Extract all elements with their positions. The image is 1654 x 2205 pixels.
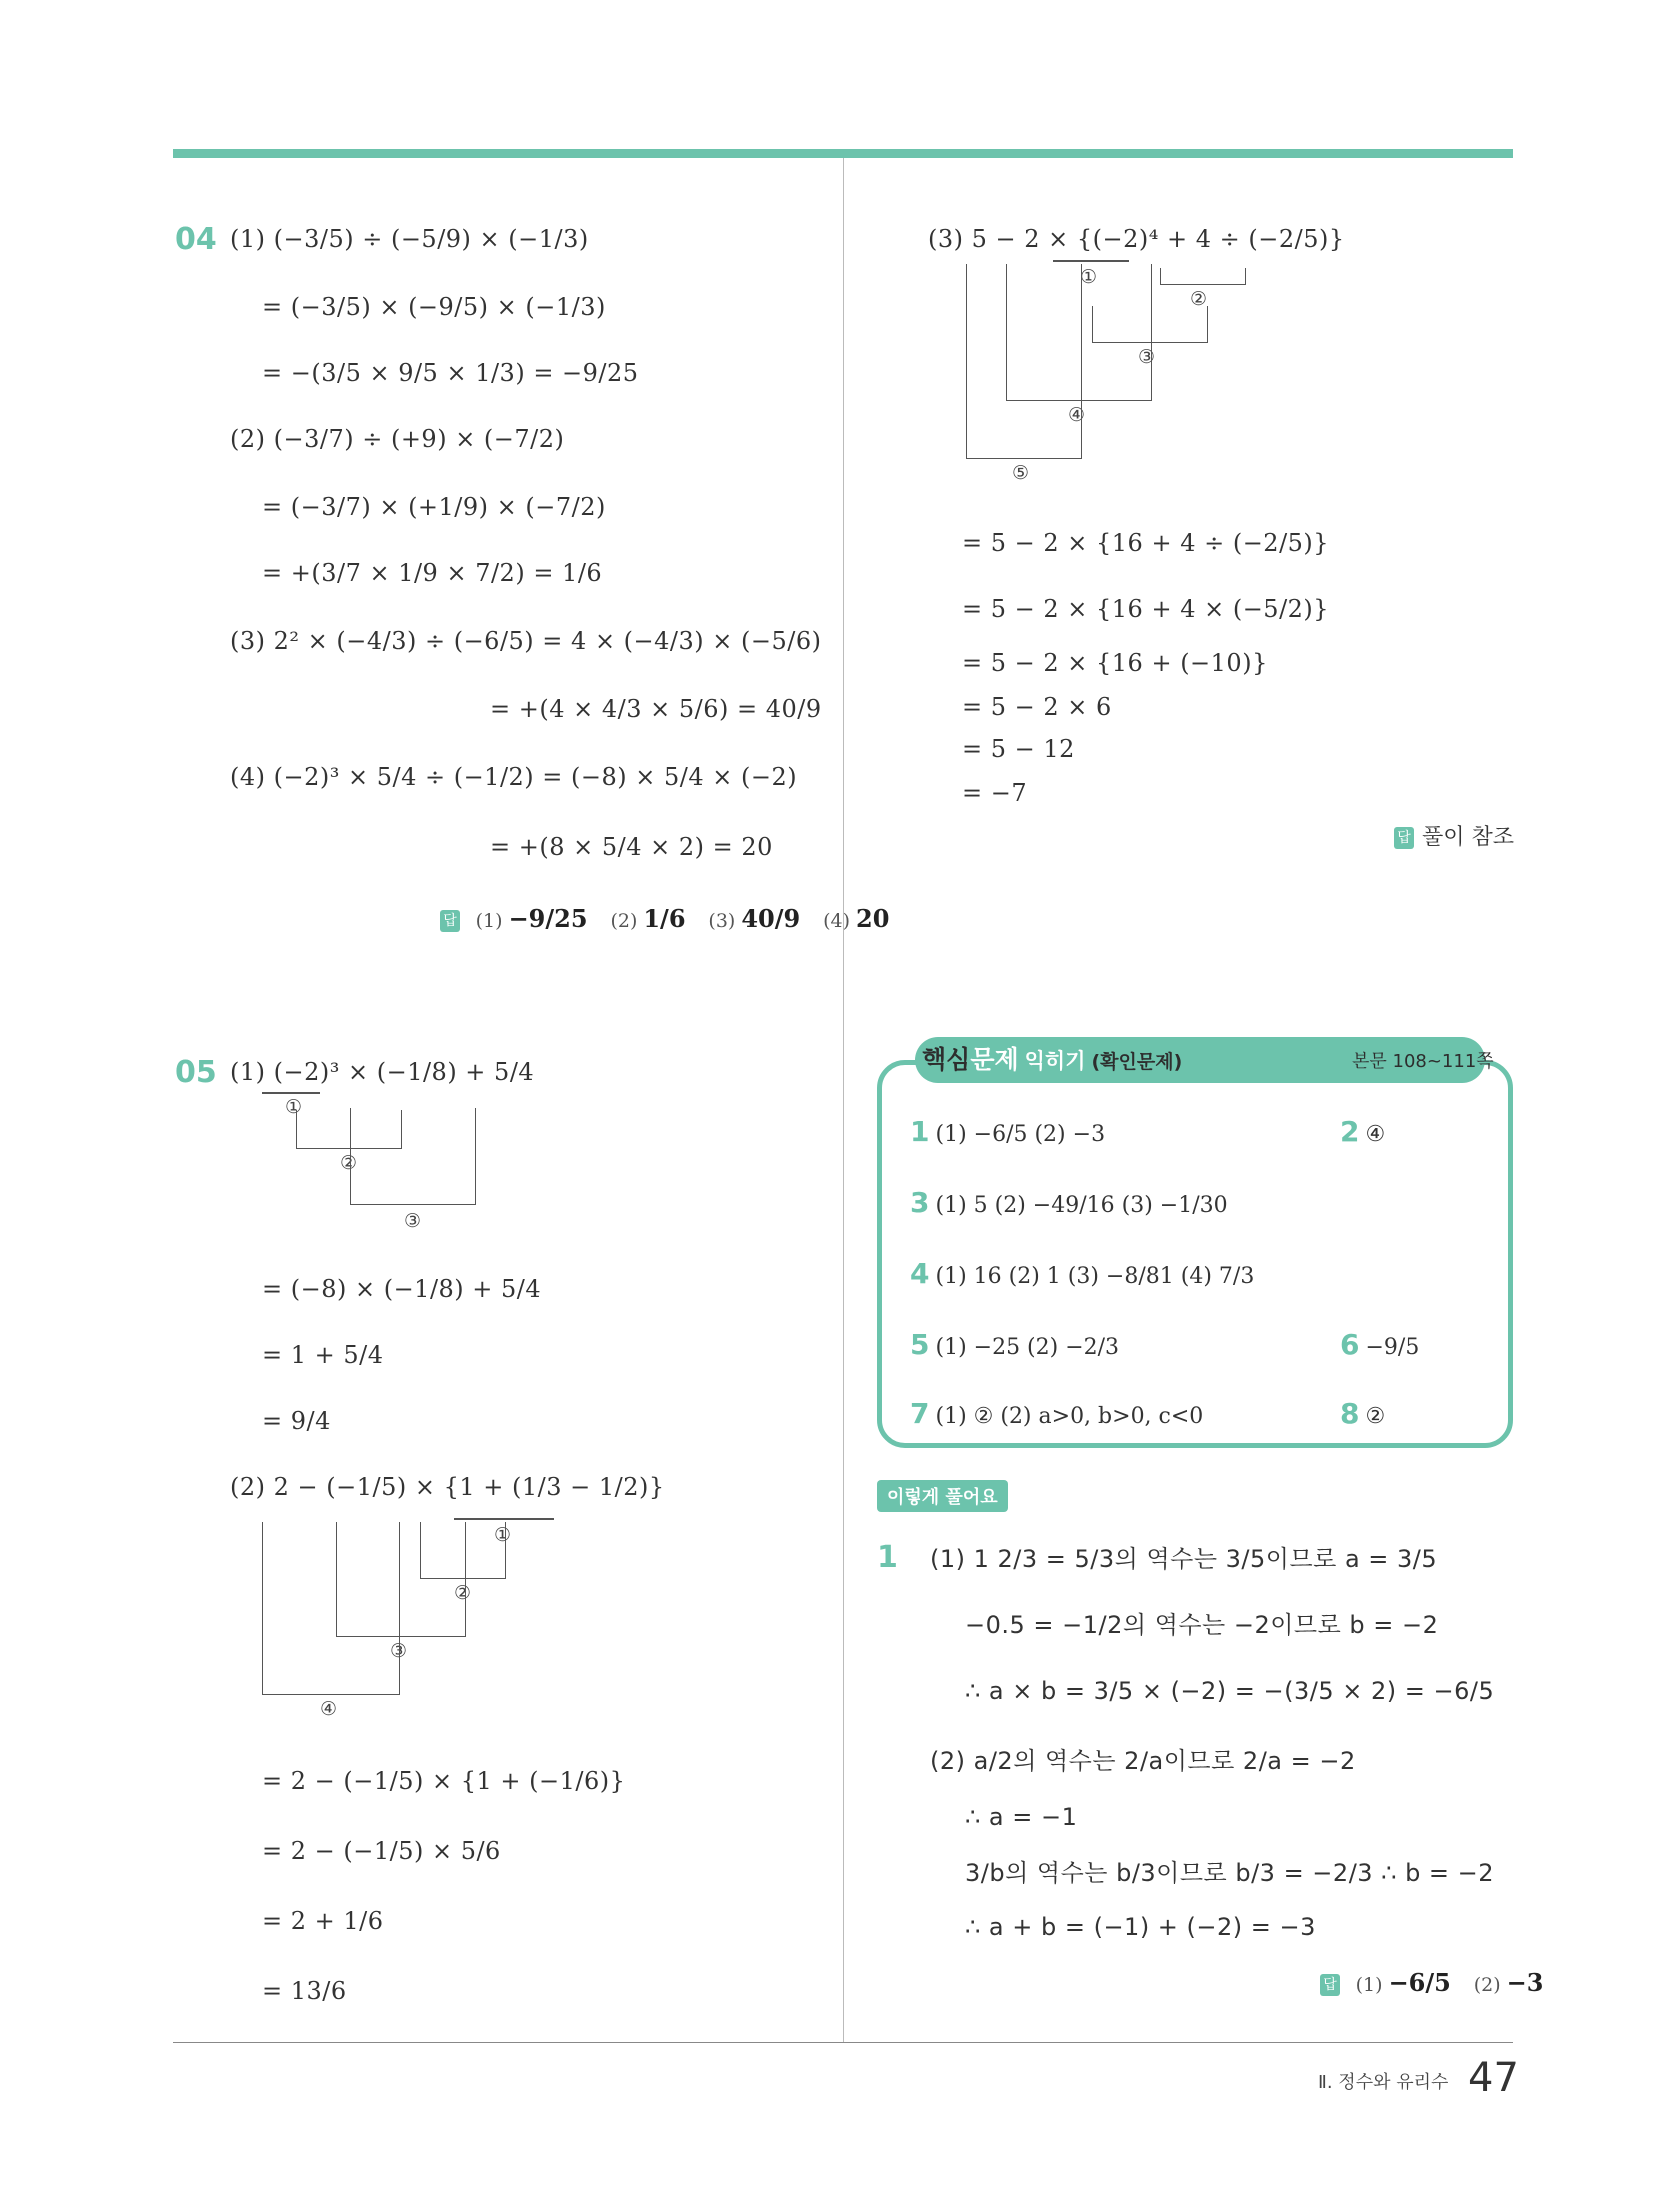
item-text: (1) ② (2) a>0, b>0, c<0 [935, 1404, 1204, 1429]
bracket-underline-1 [262, 1092, 320, 1094]
see-solution [1394, 820, 1514, 851]
chapter-label: Ⅱ. 정수와 유리수 [1318, 2072, 1449, 2093]
answer-value-4: 20 [856, 904, 890, 933]
answer-icon: 답 [440, 910, 460, 932]
p05-line-2: = (−8) × (−1/8) + 5/4 [262, 1275, 542, 1303]
circled-2: ② [454, 1582, 472, 1604]
p04-answer [440, 902, 889, 938]
item-number: 7 [910, 1397, 930, 1430]
summary-item-7 [910, 1398, 1203, 1433]
solve-answer [1320, 1966, 1543, 2002]
p05-line-3: = 1 + 5/4 [262, 1341, 384, 1369]
p04-line-5: = (−3/7) × (+1/9) × (−7/2) [262, 493, 606, 521]
p05-line-1: (1) (−2)³ × (−1/8) + 5/4 [230, 1058, 535, 1086]
circled-3: ③ [1138, 346, 1156, 368]
circled-4: ④ [1068, 404, 1086, 426]
bracket-underline-1 [1053, 260, 1129, 262]
answer-label-2: (2) [1473, 1974, 1501, 1996]
bracket-5 [966, 264, 1082, 459]
item-text: (1) 16 (2) 1 (3) −8/81 (4) 7/3 [935, 1264, 1255, 1289]
circled-2: ② [1190, 288, 1208, 310]
summary-item-8 [1340, 1398, 1385, 1433]
p05-line-6: = 2 − (−1/5) × {1 + (−1/6)} [262, 1767, 626, 1795]
answer-icon: 답 [1394, 827, 1414, 849]
summary-title-2: 문제 [970, 1045, 1019, 1074]
p04-line-2: = (−3/5) × (−9/5) × (−1/3) [262, 293, 606, 321]
circled-1: ① [285, 1096, 303, 1118]
p05-line-8: = 2 + 1/6 [262, 1907, 384, 1935]
bracket-3 [350, 1108, 476, 1205]
summary-title-3: 익히기 [1024, 1049, 1086, 1073]
answer-label-4: (4) [823, 910, 851, 932]
item-number: 1 [910, 1115, 930, 1148]
item-text: (1) −6/5 (2) −3 [935, 1122, 1106, 1147]
p04b-line-6: = 5 − 12 [962, 735, 1075, 763]
answer-value-3: 40/9 [741, 904, 801, 933]
p04b-line-1: (3) 5 − 2 × {(−2)⁴ + 4 ÷ (−2/5)} [928, 225, 1345, 253]
item-text: ② [1365, 1404, 1386, 1429]
answer-value-1: −6/5 [1388, 1968, 1451, 1997]
p04b-line-4: = 5 − 2 × {16 + (−10)} [962, 649, 1268, 677]
bracket-2 [1160, 268, 1246, 285]
item-number: 6 [1340, 1328, 1360, 1361]
p04-line-8: = +(4 × 4/3 × 5/6) = 40/9 [490, 695, 822, 723]
item-text: (1) −25 (2) −2/3 [935, 1335, 1120, 1360]
p04-line-3: = −(3/5 × 9/5 × 1/3) = −9/25 [262, 359, 639, 387]
bracket-4 [262, 1522, 400, 1695]
answer-value-2: 1/6 [643, 904, 686, 933]
p05-line-5: (2) 2 − (−1/5) × {1 + (1/3 − 1/2)} [230, 1473, 665, 1501]
summary-title [922, 1040, 1182, 1076]
bracket-underline-1 [454, 1518, 554, 1520]
item-number: 8 [1340, 1397, 1360, 1430]
summary-item-1 [910, 1116, 1105, 1151]
solve-line-5: ∴ a = −1 [965, 1803, 1078, 1831]
p04b-line-2: = 5 − 2 × {16 + 4 ÷ (−2/5)} [962, 529, 1330, 557]
p04-line-4: (2) (−3/7) ÷ (+9) × (−7/2) [230, 425, 565, 453]
column-divider [843, 158, 844, 2042]
solve-line-4: (2) a/2의 역수는 2/a이므로 2/a = −2 [930, 1747, 1356, 1775]
summary-item-6 [1340, 1329, 1419, 1364]
footer-rule [173, 2042, 1513, 2043]
answer-label-2: (2) [610, 910, 638, 932]
problem-number-05: 05 [175, 1055, 217, 1090]
p04b-line-7: = −7 [962, 779, 1028, 807]
answer-value-2: −3 [1506, 1968, 1544, 1997]
page-number: 47 [1468, 2055, 1519, 2101]
summary-item-2 [1340, 1116, 1385, 1151]
p05-line-9: = 13/6 [262, 1977, 347, 2005]
problem-number-04: 04 [175, 222, 217, 257]
p04-line-9: (4) (−2)³ × 5/4 ÷ (−1/2) = (−8) × 5/4 × (−2) [230, 763, 798, 791]
summary-item-4 [910, 1258, 1254, 1293]
summary-title-1: 핵심 [922, 1045, 971, 1074]
item-number: 4 [910, 1257, 930, 1290]
p05-line-7: = 2 − (−1/5) × 5/6 [262, 1837, 501, 1865]
p04-line-6: = +(3/7 × 1/9 × 7/2) = 1/6 [262, 559, 603, 587]
top-accent-bar [173, 149, 1513, 158]
answer-icon: 답 [1320, 1974, 1340, 1996]
p04b-line-5: = 5 − 2 × 6 [962, 693, 1112, 721]
answer-label-3: (3) [708, 910, 736, 932]
circled-1: ① [1080, 266, 1098, 288]
solve-line-7: ∴ a + b = (−1) + (−2) = −3 [965, 1913, 1316, 1941]
circled-2: ② [340, 1152, 358, 1174]
answer-label-1: (1) [1355, 1974, 1383, 1996]
item-text: ④ [1365, 1122, 1386, 1147]
answer-label-1: (1) [475, 910, 503, 932]
solution-tag: 이렇게 풀어요 [877, 1480, 1008, 1512]
p04-line-10: = +(8 × 5/4 × 2) = 20 [490, 833, 773, 861]
summary-title-4: (확인문제) [1091, 1051, 1183, 1073]
circled-4: ④ [320, 1698, 338, 1720]
p04-line-7: (3) 2² × (−4/3) ÷ (−6/5) = 4 × (−4/3) × (−5/6) [230, 627, 822, 655]
solution-number-1: 1 [877, 1540, 898, 1575]
solve-line-6: 3/b의 역수는 b/3이므로 b/3 = −2/3 ∴ b = −2 [965, 1859, 1495, 1887]
circled-5: ⑤ [1012, 462, 1030, 484]
p04-line-1: (1) (−3/5) ÷ (−5/9) × (−1/3) [230, 225, 589, 253]
p04b-line-3: = 5 − 2 × {16 + 4 × (−5/2)} [962, 595, 1330, 623]
circled-1: ① [494, 1524, 512, 1546]
circled-3: ③ [404, 1210, 422, 1232]
answer-value-1: −9/25 [508, 904, 588, 933]
item-text: (1) 5 (2) −49/16 (3) −1/30 [935, 1193, 1228, 1218]
solve-line-3: ∴ a × b = 3/5 × (−2) = −(3/5 × 2) = −6/5 [965, 1677, 1495, 1705]
summary-item-3 [910, 1187, 1228, 1222]
item-number: 3 [910, 1186, 930, 1219]
see-solution-text: 풀이 참조 [1422, 825, 1515, 850]
p05-line-4: = 9/4 [262, 1407, 331, 1435]
item-number: 2 [1340, 1115, 1360, 1148]
circled-3: ③ [390, 1640, 408, 1662]
summary-item-5 [910, 1329, 1119, 1364]
item-number: 5 [910, 1328, 930, 1361]
solve-line-1: (1) 1 2/3 = 5/3의 역수는 3/5이므로 a = 3/5 [930, 1545, 1438, 1573]
solve-line-2: −0.5 = −1/2의 역수는 −2이므로 b = −2 [965, 1611, 1439, 1639]
item-text: −9/5 [1365, 1335, 1420, 1360]
summary-page-ref: 본문 108~111쪽 [1352, 1051, 1494, 1072]
